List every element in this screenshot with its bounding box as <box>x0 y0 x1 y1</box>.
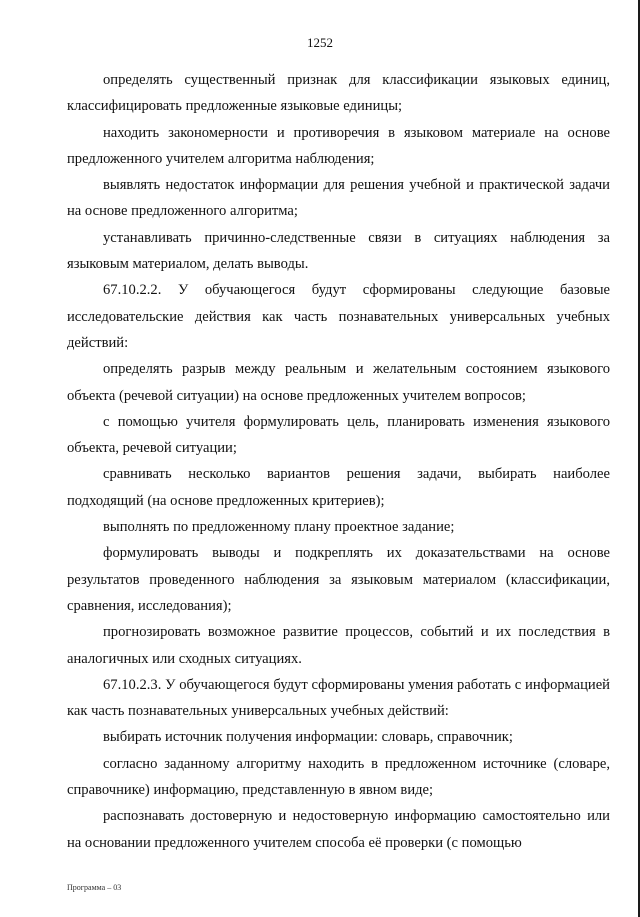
paragraph: согласно заданному алгоритму находить в предложенном источнике (словаре, справочнике) информацию, представленную в явном виде; <box>67 755 610 799</box>
paragraph: формулировать выводы и подкреплять их доказательствами на основе результатов проведенного наблюдения за языковым материалом (классификации, сравнения, исследования); <box>67 545 610 614</box>
page-number: 1252 <box>307 35 333 50</box>
paragraph-section-67-10-2-2: 67.10.2.2. У обучающегося будут сформированы следующие базовые исследовательские действия как часть познавательных универсальных учебных действий: <box>67 282 610 351</box>
paragraph: находить закономерности и противоречия в языковом материале на основе предложенного учителем алгоритма наблюдения; <box>67 124 610 167</box>
paragraph: распознавать достоверную и недостоверную информацию самостоятельно или на основании предложенного учителем способа её проверки (с помощью <box>67 808 610 851</box>
paragraph: сравнивать несколько вариантов решения задачи, выбирать наиболее подходящий (на основе предложенных критериев); <box>67 466 610 509</box>
paragraph: выбирать источник получения информации: словарь, справочник; <box>103 729 513 746</box>
footer-label: Программа – 03 <box>67 883 122 892</box>
paragraph: определять существенный признак для классификации языковых единиц, классифицировать предложенные языковые единицы; <box>67 72 610 115</box>
document-body <box>67 67 610 856</box>
paragraph: прогнозировать возможное развитие процессов, событий и их последствия в аналогичных или сходных ситуациях. <box>67 624 610 667</box>
paragraph: устанавливать причинно-следственные связи в ситуациях наблюдения за языковым материалом, делать выводы. <box>67 229 610 273</box>
paragraph-section-67-10-2-3: 67.10.2.3. У обучающегося будут сформированы умения работать с информацией как часть познавательных универсальных учебных действий: <box>67 676 610 720</box>
paragraph: выполнять по предложенному плану проектное задание; <box>103 519 455 536</box>
paragraph: выявлять недостаток информации для решения учебной и практической задачи на основе предложенного алгоритма; <box>67 177 610 220</box>
paragraph: определять разрыв между реальным и желательным состоянием языкового объекта (речевой ситуации) на основе предложенных учителем вопросов; <box>67 361 610 404</box>
paragraph: с помощью учителя формулировать цель, планировать изменения языкового объекта, речевой ситуации; <box>67 413 610 457</box>
